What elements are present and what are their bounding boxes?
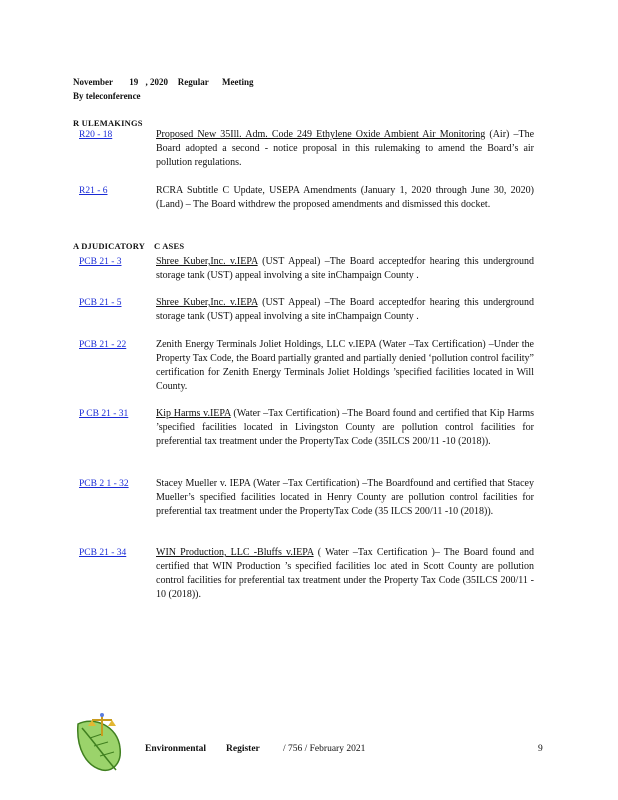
entry-pcb-21-3 xyxy=(156,255,534,283)
entry-pcb-21-31 xyxy=(156,407,534,449)
entry-title: Shree Kuber,Inc. v.IEPA xyxy=(156,256,258,267)
meeting-word: Meeting xyxy=(222,77,254,87)
docket-link[interactable]: P CB 21 - 31 xyxy=(79,409,129,419)
docket-link[interactable]: R20 - 18 xyxy=(79,130,113,140)
docket-link[interactable]: PCB 2 1 - 32 xyxy=(79,479,129,489)
entry-body: (UST Appeal) –The Board acceptedfor hearing this underground storage tank (UST) appeal involving a site inChampaign County . xyxy=(156,256,535,281)
entry-pcb-21-32 xyxy=(156,477,534,519)
meeting-day: 19 xyxy=(129,77,139,87)
docket-link[interactable]: PCB 21 - 22 xyxy=(79,340,127,350)
section-adjudicatory: A DJUDICATORY xyxy=(73,241,146,251)
entry-r21-6 xyxy=(156,184,534,212)
entry-title: Proposed New 35Ill. Adm. Code 249 Ethylene Oxide Ambient Air Monitoring xyxy=(156,129,486,140)
meeting-year: , 2020 xyxy=(145,77,168,87)
entry-body: (Air) –The Board adopted a second - notice proposal in this rulemaking to amend the Board’s air pollution regulations. xyxy=(156,129,535,168)
entry-pcb-21-22 xyxy=(156,338,534,394)
entry-body: Stacey Mueller v. IEPA (Water –Tax Certification) –The Boardfound and certified that Stacey Mueller’s specified facilities located in Henry County are pollution control facilities for preferential tax treatment under the PropertyTax Code (35 ILCS 200/11 -10 (2018)). xyxy=(156,478,534,517)
entry-title: WIN Production, LLC -Bluffs v.IEPA xyxy=(156,547,314,558)
page-number: 9 xyxy=(538,744,543,754)
docket-link[interactable]: PCB 21 - 3 xyxy=(79,257,122,267)
footer-register: Register xyxy=(226,744,260,754)
footer-issue: / 756 / February 2021 xyxy=(283,744,366,754)
docket-link[interactable]: PCB 21 - 34 xyxy=(79,548,127,558)
meeting-header xyxy=(73,75,254,103)
entry-body: (Water –Tax Certification) –The Board found and certified that Kip Harms ’specified facilities located in Livingston County are pollution control facilities for preferential tax treatment under the PropertyTax Code (35ILCS 200/11 -10 (2018)). xyxy=(156,408,534,447)
entry-body: Zenith Energy Terminals Joliet Holdings, LLC v.IEPA (Water –Tax Certification) –Under the Property Tax Code, the Board partially granted and partially denied ‘pollution control facility” certification for Zenith Energy Terminals Joliet Holdings ’specified facilities located in Will County. xyxy=(156,339,534,392)
entry-body: (UST Appeal) –The Board acceptedfor hearing this underground storage tank (UST) appeal involving a site inChampaign County . xyxy=(156,297,535,322)
meeting-type: Regular xyxy=(177,77,209,87)
entry-body: RCRA Subtitle C Update, USEPA Amendments (January 1, 2020 through June 30, 2020) (Land) – The Board withdrew the proposed amendments and dismissed this docket. xyxy=(156,185,534,210)
meeting-month: November xyxy=(73,77,113,87)
meeting-date-line xyxy=(73,75,254,89)
section-rulemakings: R ULEMAKINGS xyxy=(73,118,143,128)
docket-link[interactable]: PCB 21 - 5 xyxy=(79,298,122,308)
entry-r20-18 xyxy=(156,128,534,170)
docket-link[interactable]: R21 - 6 xyxy=(79,186,108,196)
footer-publication: Environmental xyxy=(145,744,207,754)
entry-pcb-21-34 xyxy=(156,546,534,602)
entry-body: ( Water –Tax Certification )– The Board found and certified that WIN Production ’s specified facilities loc ated in Scott County are pollution control facilities for preferential tax treatment under the Property Tax Code (35ILCS 200/11 - 10 (2018)). xyxy=(156,547,535,600)
entry-title: Shree Kuber,Inc. v.IEPA xyxy=(156,297,258,308)
leaf-scales-logo-icon xyxy=(72,712,124,774)
entry-title: Kip Harms v.IEPA xyxy=(156,408,231,419)
meeting-location: By teleconference xyxy=(73,91,141,101)
entry-pcb-21-5 xyxy=(156,296,534,324)
section-cases: C ASES xyxy=(154,241,185,251)
